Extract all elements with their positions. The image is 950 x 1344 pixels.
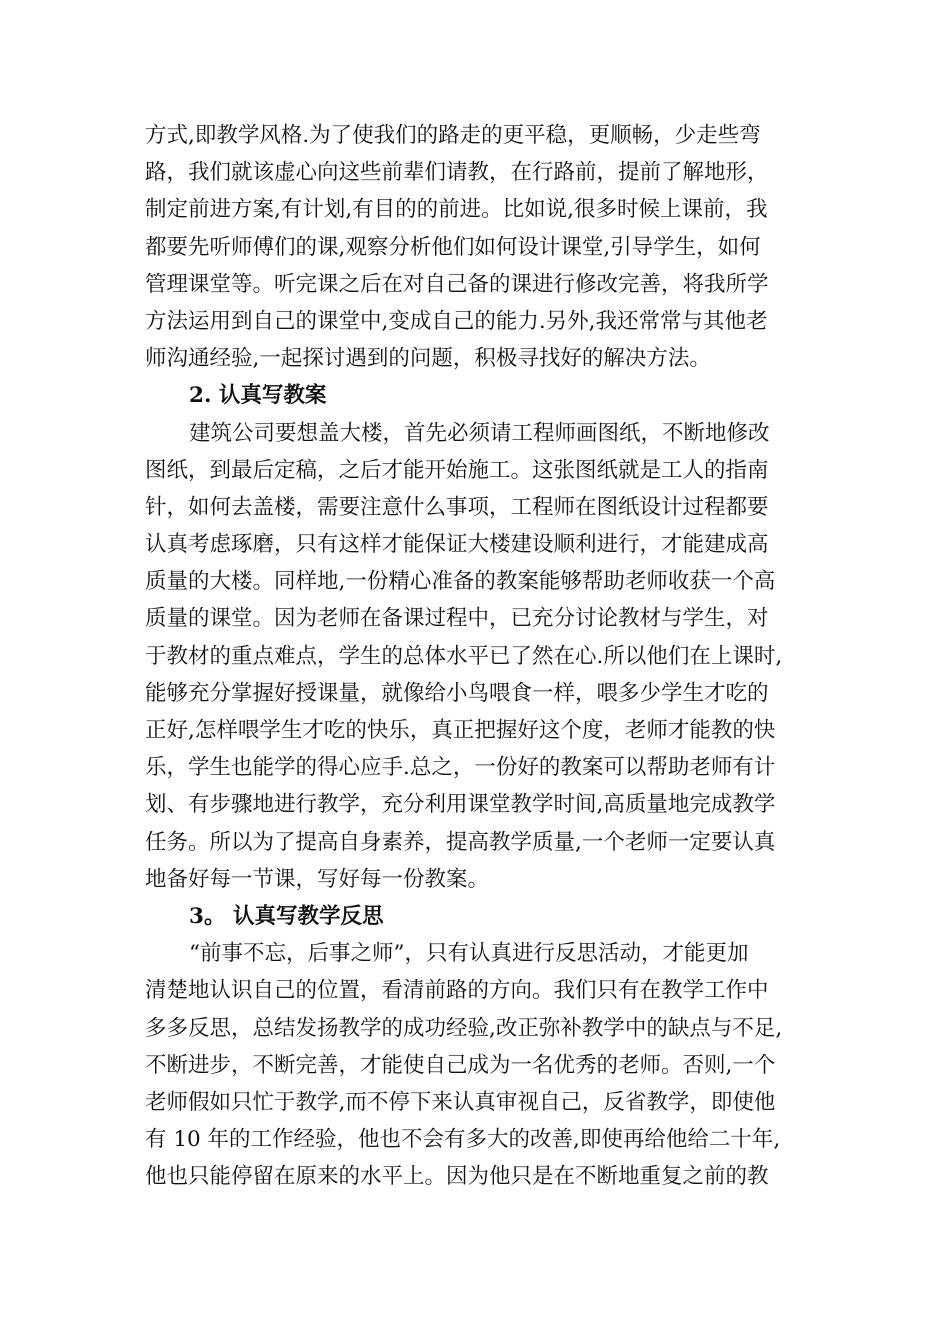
text-line: 他也只能停留在原来的水平上。因为他只是在不断地重复之前的教 — [145, 1164, 769, 1190]
text-line: 师沟通经验,一起探讨遇到的问题，积极寻找好的解决方法。 — [145, 346, 711, 372]
text-line: 地备好每一节课，写好每一份教案。 — [145, 866, 490, 892]
text-line: “前事不忘，后事之师”，只有认真进行反思活动，才能更加 — [189, 941, 749, 967]
text-line: 制定前进方案,有计划,有目的的前进。比如说,很多时候上课前，我 — [145, 197, 768, 223]
section-heading: 3。 认真写教学反思 — [189, 903, 384, 929]
text-line: 建筑公司要想盖大楼，首先必须请工程师画图纸，不断地修改 — [189, 420, 770, 446]
section-heading: 2. 认真写教案 — [189, 383, 327, 409]
text-line: 都要先听师傅们的课,观察分析他们如何设计课堂,引导学生，如何 — [145, 234, 761, 260]
text-line: 于教材的重点难点，学生的总体水平已了然在心.所以他们在上课时, — [145, 643, 783, 669]
text-line: 不断进步，不断完善，才能使自己成为一名优秀的老师。否则,一个 — [145, 1052, 776, 1078]
text-line: 图纸，到最后定稿，之后才能开始施工。这张图纸就是工人的指南 — [145, 457, 769, 483]
text-line: 质量的课堂。因为老师在备课过程中，已充分讨论教材与学生，对 — [145, 606, 769, 632]
text-line: 管理课堂等。听完课之后在对自己备的课进行修改完善，将我所学 — [145, 271, 769, 297]
text-line: 划、有步骤地进行教学，充分利用课堂教学时间,高质量地完成教学 — [145, 792, 776, 818]
text-line: 质量的大楼。同样地,一份精心准备的教案能够帮助老师收获一个高 — [145, 569, 776, 595]
text-line: 多多反思，总结发扬教学的成功经验,改正弥补教学中的缺点与不足, — [145, 1015, 783, 1041]
text-line: 乐，学生也能学的得心应手.总之，一份好的教案可以帮助老师有计 — [145, 755, 776, 781]
text-line: 正好,怎样喂学生才吃的快乐，真正把握好这个度，老师才能教的快 — [145, 718, 776, 743]
text-line: 能够充分掌握好授课量，就像给小鸟喂食一样，喂多少学生才吃的 — [145, 680, 769, 706]
document-body — [145, 117, 815, 1195]
text-line: 路，我们就该虚心向这些前辈们请教，在行路前，提前了解地形， — [145, 160, 769, 186]
text-line: 认真考虑琢磨，只有这样才能保证大楼建设顺利进行，才能建成高 — [145, 532, 769, 558]
text-line: 有 10 年的工作经验，他也不会有多大的改善,即使再给他给二十年, — [145, 1127, 781, 1153]
text-line: 方式,即教学风格.为了使我们的路走的更平稳，更顺畅，少走些弯 — [145, 123, 761, 148]
text-line: 任务。所以为了提高自身素养，提高教学质量,一个老师一定要认真 — [145, 829, 776, 855]
text-line: 老师假如只忙于教学,而不停下来认真审视自己，反省教学，即使他 — [145, 1089, 776, 1115]
text-line: 方法运用到自己的课堂中,变成自己的能力.另外,我还常常与其他老 — [145, 308, 768, 334]
text-line: 针，如何去盖楼，需要注意什么事项，工程师在图纸设计过程都要 — [145, 494, 769, 520]
text-line: 清楚地认识自己的位置，看清前路的方向。我们只有在教学工作中 — [145, 978, 769, 1004]
